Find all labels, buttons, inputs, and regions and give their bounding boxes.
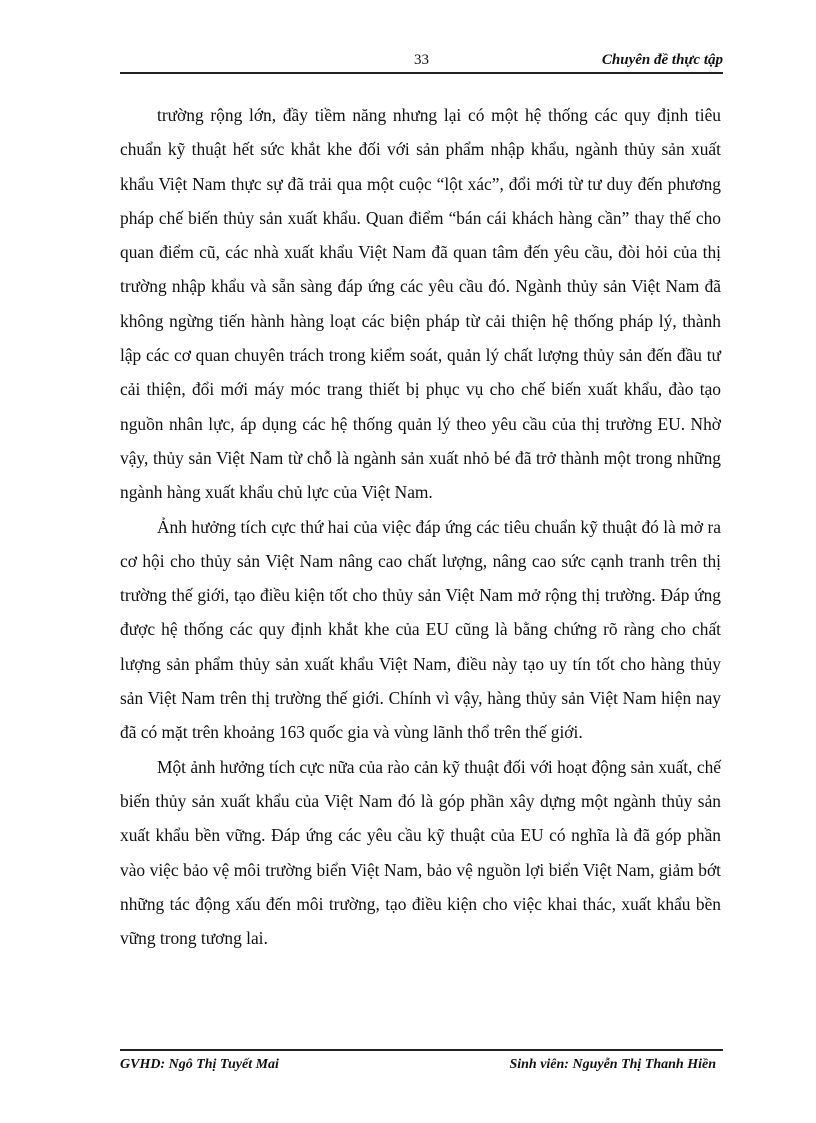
document-title: Chuyên đề thực tập	[601, 52, 723, 68]
page-footer	[120, 1049, 723, 1072]
page-number: 33	[414, 52, 429, 68]
paragraph-2: Ảnh hưởng tích cực thứ hai của việc đáp ứng các tiêu chuẩn kỹ thuật đó là mở ra cơ hội cho thủy sản Việt Nam nâng cao chất lượng, nâng cao sức cạnh tranh trên thị trường thế giới, tạo điều kiện tốt cho thủy sản Việt Nam mở rộng thị trường. Đáp ứng được hệ thống các quy định khắt khe của EU cũng là bằng chứng rõ ràng cho chất lượng sản phẩm thủy sản xuất khẩu Việt Nam, điều này tạo uy tín tốt cho hàng thủy sản Việt Nam trên thị trường thế giới. Chính vì vậy, hàng thủy sản Việt Nam hiện nay đã có mặt trên khoảng 163 quốc gia và vùng lãnh thổ trên thế giới.	[120, 516, 721, 743]
paragraph-1: trường rộng lớn, đầy tiềm năng nhưng lại có một hệ thống các quy định tiêu chuẩn kỹ thuật hết sức khắt khe đối với sản phẩm nhập khẩu, ngành thủy sản xuất khẩu Việt Nam thực sự đã trải qua một cuộc “lột xác”, đổi mới từ tư duy đến phương pháp chế biến thủy sản xuất khẩu. Quan điểm “bán cái khách hàng cần” thay thế cho quan điểm cũ, các nhà xuất khẩu Việt Nam đã quan tâm đến yêu cầu, đòi hỏi của thị trường nhập khẩu và sẵn sàng đáp ứng các yêu cầu đó. Ngành thủy sản Việt Nam đã không ngừng tiến hành hàng loạt các biện pháp từ cải thiện hệ thống pháp lý, thành lập các cơ quan chuyên trách trong kiểm soát, quản lý chất lượng thủy sản đến đầu tư cải thiện, đổi mới máy móc trang thiết bị phục vụ cho chế biến xuất khẩu, đào tạo nguồn nhân lực, áp dụng các hệ thống quản lý theo yêu cầu của thị trường EU. Nhờ vậy, thủy sản Việt Nam từ chỗ là ngành sản xuất nhỏ bé đã trở thành một trong những ngành hàng xuất khẩu chủ lực của Việt Nam.	[120, 105, 721, 503]
body-text	[120, 98, 721, 955]
student-name: Sinh viên: Nguyễn Thị Thanh Hiền	[509, 1057, 716, 1072]
page-header	[120, 50, 723, 74]
advisor-name: GVHD: Ngô Thị Tuyết Mai	[120, 1057, 279, 1072]
paragraph-3: Một ảnh hưởng tích cực nữa của rào cản kỹ thuật đối với hoạt động sản xuất, chế biến thủy sản xuất khẩu của Việt Nam đó là góp phần xây dựng một ngành thủy sản xuất khẩu bền vững. Đáp ứng các yêu cầu kỹ thuật của EU có nghĩa là đã góp phần vào việc bảo vệ môi trường biển Việt Nam, bảo vệ nguồn lợi biển Việt Nam, giảm bớt những tác động xấu đến môi trường, tạo điều kiện cho việc khai thác, xuất khẩu bền vững trong tương lai.	[120, 756, 721, 949]
